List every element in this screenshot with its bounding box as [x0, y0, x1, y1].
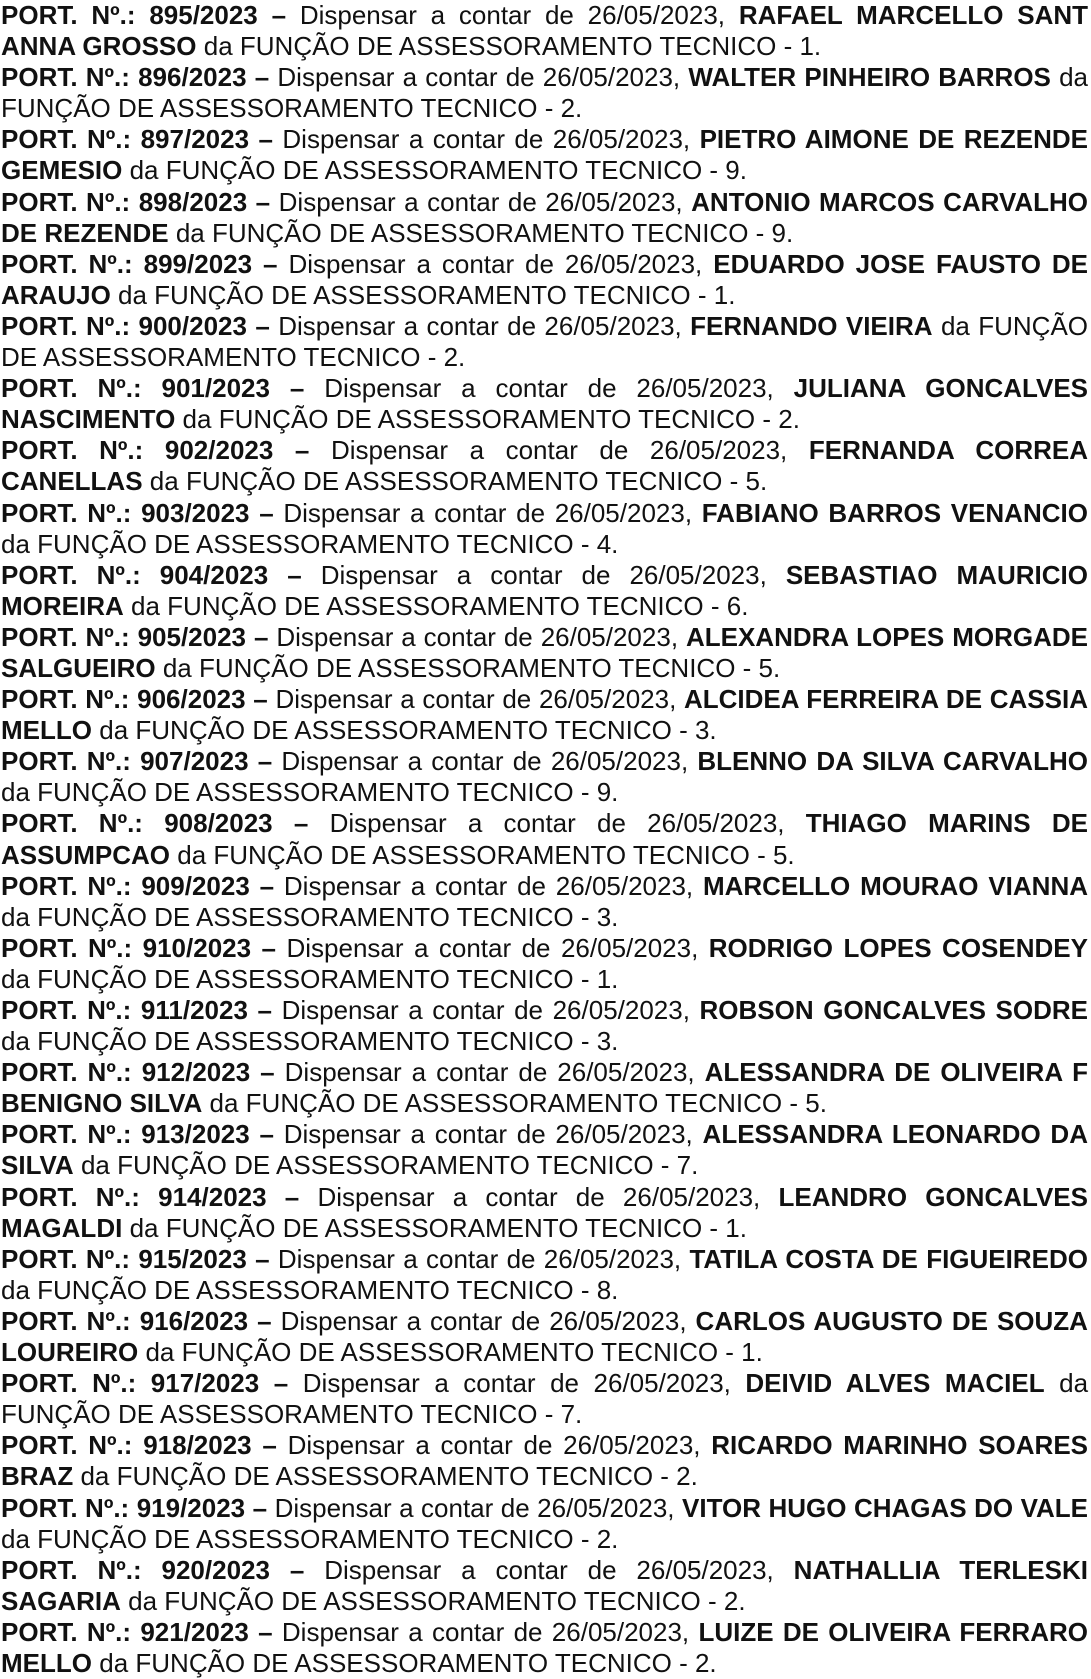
entry-number: 902/2023	[164, 435, 274, 466]
portaria-entry	[1, 1306, 1088, 1368]
portaria-entry	[1, 0, 1088, 62]
entry-name: DEIVID ALVES MACIEL	[745, 1368, 1045, 1399]
entry-number: 921/2023	[140, 1616, 249, 1647]
entry-number: 901/2023	[161, 373, 270, 404]
entry-name: ALESSANDRA DE OLIVEIRA F BENIGNO SILVA	[1, 1057, 1089, 1119]
entry-name: MARCELLO MOURAO VIANNA	[702, 870, 1088, 901]
entry-number: 919/2023	[136, 1492, 246, 1523]
entry-dash: –	[293, 808, 309, 839]
entry-number: 912/2023	[141, 1057, 251, 1088]
entry-number: 909/2023	[141, 870, 250, 901]
entry-name: RAFAEL MARCELLO SANT ANNA GROSSO	[1, 0, 1089, 62]
entry-label: PORT. Nº.:	[1, 1305, 131, 1336]
portaria-entry	[1, 1617, 1088, 1679]
entry-label: PORT. Nº.:	[1, 62, 130, 93]
portaria-entry	[1, 124, 1088, 186]
entry-label: PORT. Nº.:	[1, 497, 132, 528]
entry-action: Dispensar a contar de 26/05/2023,	[281, 995, 690, 1025]
entry-number: 895/2023	[149, 0, 258, 30]
entry-number: 904/2023	[159, 559, 269, 590]
portaria-entry	[1, 249, 1088, 311]
portaria-entry	[1, 622, 1088, 684]
portaria-entry	[1, 933, 1088, 995]
entry-action: Dispensar a contar de 26/05/2023,	[324, 1554, 774, 1585]
entry-function: da FUNÇÃO DE ASSESSORAMENTO TECNICO - 7.	[80, 1150, 699, 1181]
entry-number: 917/2023	[150, 1368, 260, 1399]
entry-dash: –	[258, 124, 273, 155]
entry-number: 914/2023	[158, 1181, 267, 1212]
entry-name: FERNANDO VIEIRA	[690, 310, 933, 341]
entry-number: 916/2023	[139, 1305, 249, 1336]
entry-function: da FUNÇÃO DE ASSESSORAMENTO TECNICO - 2.	[80, 1461, 698, 1492]
entry-name: FABIANO BARROS VENANCIO	[701, 497, 1088, 528]
entry-dash: –	[289, 1554, 305, 1585]
entry-dash: –	[259, 1119, 274, 1150]
entry-dash: –	[254, 62, 270, 93]
entry-number: 906/2023	[137, 684, 246, 715]
entry-label: PORT. Nº.:	[1, 435, 144, 466]
entry-function: da FUNÇÃO DE ASSESSORAMENTO TECNICO - 6.	[131, 590, 749, 621]
entry-dash: –	[273, 1368, 289, 1399]
portaria-entry	[1, 871, 1088, 933]
entry-function: da FUNÇÃO DE ASSESSORAMENTO TECNICO - 2.	[128, 1585, 746, 1616]
entry-dash: –	[253, 684, 268, 715]
entry-name: LUIZE DE OLIVEIRA FERRARO MELLO	[1, 1616, 1088, 1678]
entry-label: PORT. Nº.:	[1, 1554, 142, 1585]
entry-label: PORT. Nº.:	[1, 808, 143, 839]
entry-name: JULIANA GONCALVES NASCIMENTO	[1, 373, 1088, 435]
entry-dash: –	[257, 995, 272, 1025]
entry-function: da FUNÇÃO DE ASSESSORAMENTO TECNICO - 3.	[1, 901, 619, 932]
entry-label: PORT. Nº.:	[1, 248, 133, 279]
entry-number: 915/2023	[138, 1243, 247, 1274]
entry-name: FERNANDA CORREA CANELLAS	[1, 435, 1088, 497]
entry-function: da FUNÇÃO DE ASSESSORAMENTO TECNICO - 1.	[145, 1337, 763, 1368]
entry-label: PORT. Nº.:	[1, 1368, 137, 1399]
entry-number: 918/2023	[143, 1430, 252, 1461]
entry-number: 910/2023	[142, 932, 252, 963]
entry-action: Dispensar a contar de 26/05/2023,	[283, 1119, 693, 1150]
entry-function: da FUNÇÃO DE ASSESSORAMENTO TECNICO - 5.	[177, 839, 795, 870]
entry-function: da FUNÇÃO DE ASSESSORAMENTO TECNICO - 5.	[209, 1088, 827, 1119]
entry-function: da FUNÇÃO DE ASSESSORAMENTO TECNICO - 9.	[129, 155, 747, 186]
entry-number: 896/2023	[138, 62, 247, 93]
portaria-entry	[1, 1057, 1088, 1119]
entry-name: ANTONIO MARCOS CARVALHO DE REZENDE	[1, 186, 1089, 248]
entry-dash: –	[289, 373, 305, 404]
portaria-entry	[1, 1119, 1088, 1181]
entry-action: Dispensar a contar de 26/05/2023,	[284, 1057, 695, 1088]
entry-label: PORT. Nº.:	[1, 1057, 132, 1088]
entry-number: 900/2023	[138, 310, 247, 341]
entry-name: VITOR HUGO CHAGAS DO VALE	[682, 1492, 1088, 1523]
entry-label: PORT. Nº.:	[1, 932, 133, 963]
entry-dash: –	[255, 186, 271, 217]
entry-dash: –	[263, 248, 278, 279]
entry-name: ALESSANDRA LEONARDO DA SILVA	[1, 1119, 1088, 1181]
entry-label: PORT. Nº.:	[1, 1430, 133, 1461]
entry-function: da FUNÇÃO DE ASSESSORAMENTO TECNICO - 5.	[162, 652, 781, 683]
entry-label: PORT. Nº.:	[1, 1243, 131, 1274]
entry-label: PORT. Nº.:	[1, 1119, 132, 1150]
entry-function: da FUNÇÃO DE ASSESSORAMENTO TECNICO - 1.	[203, 31, 822, 62]
entry-name: NATHALLIA TERLESKI SAGARIA	[1, 1554, 1088, 1616]
entry-name: PIETRO AIMONE DE REZENDE GEMESIO	[1, 124, 1089, 186]
entry-dash: –	[258, 1616, 273, 1647]
entry-function: da FUNÇÃO DE ASSESSORAMENTO TECNICO - 7.	[1, 1368, 1089, 1430]
entry-action: Dispensar a contar de 26/05/2023,	[283, 497, 693, 528]
entry-action: Dispensar a contar de 26/05/2023,	[283, 870, 694, 901]
entry-function: da FUNÇÃO DE ASSESSORAMENTO TECNICO - 3.	[1, 1026, 619, 1057]
portaria-entry	[1, 1182, 1088, 1244]
entry-label: PORT. Nº.:	[1, 186, 131, 217]
entry-action: Dispensar a contar de 26/05/2023,	[281, 746, 689, 777]
entry-label: PORT. Nº.:	[1, 1616, 132, 1647]
entry-dash: –	[287, 559, 302, 590]
entry-dash: –	[284, 1181, 300, 1212]
entry-dash: –	[252, 1492, 268, 1523]
portaria-entry	[1, 808, 1088, 870]
portaria-entry	[1, 311, 1088, 373]
entry-number: 920/2023	[161, 1554, 270, 1585]
entry-name: ALCIDEA FERREIRA DE CASSIA MELLO	[1, 684, 1088, 746]
portaria-entry	[1, 62, 1088, 124]
entry-number: 907/2023	[140, 746, 249, 777]
portaria-entry	[1, 1493, 1088, 1555]
entry-label: PORT. Nº.:	[1, 0, 136, 30]
entry-dash: –	[255, 1243, 270, 1274]
entry-function: da FUNÇÃO DE ASSESSORAMENTO TECNICO - 5.	[149, 466, 768, 497]
portaria-entry	[1, 1244, 1088, 1306]
entry-name: ROBSON GONCALVES SODRE	[699, 995, 1089, 1025]
entry-function: da FUNÇÃO DE ASSESSORAMENTO TECNICO - 1.	[129, 1212, 747, 1243]
entry-label: PORT. Nº.:	[1, 995, 132, 1025]
entry-name: EDUARDO JOSE FAUSTO DE ARAUJO	[1, 248, 1088, 310]
portaria-entry	[1, 995, 1088, 1057]
entry-action: Dispensar a contar de 26/05/2023,	[302, 1368, 731, 1399]
entry-function: da FUNÇÃO DE ASSESSORAMENTO TECNICO - 2.	[1, 62, 1088, 124]
entry-name: RICARDO MARINHO SOARES BRAZ	[1, 1430, 1089, 1492]
entry-action: Dispensar a contar de 26/05/2023,	[288, 248, 703, 279]
entry-label: PORT. Nº.:	[1, 559, 141, 590]
entry-name: CARLOS AUGUSTO DE SOUZA LOUREIRO	[1, 1305, 1088, 1368]
entry-function: da FUNÇÃO DE ASSESSORAMENTO TECNICO - 2.	[1, 1523, 619, 1554]
portaria-entry	[1, 373, 1088, 435]
entry-label: PORT. Nº.:	[1, 1492, 130, 1523]
entry-action: Dispensar a contar de 26/05/2023,	[317, 1181, 761, 1212]
entry-action: Dispensar a contar de 26/05/2023,	[324, 373, 774, 404]
entry-action: Dispensar a contar de 26/05/2023,	[277, 62, 681, 93]
entry-function: da FUNÇÃO DE ASSESSORAMENTO TECNICO - 1.	[1, 963, 619, 994]
entry-name: THIAGO MARINS DE ASSUMPCAO	[1, 808, 1088, 870]
entry-action: Dispensar a contar de 26/05/2023,	[320, 559, 767, 590]
entry-action: Dispensar a contar de 26/05/2023,	[330, 435, 788, 466]
entry-function: da FUNÇÃO DE ASSESSORAMENTO TECNICO - 1.	[118, 279, 736, 310]
entry-action: Dispensar a contar de 26/05/2023,	[278, 186, 683, 217]
entry-dash: –	[257, 1305, 272, 1336]
entry-name: WALTER PINHEIRO BARROS	[688, 62, 1051, 93]
entry-action: Dispensar a contar de 26/05/2023,	[277, 1243, 682, 1274]
entry-dash: –	[259, 497, 274, 528]
portaria-entry	[1, 684, 1088, 746]
entry-dash: –	[260, 1057, 275, 1088]
entry-name: LEANDRO GONCALVES MAGALDI	[1, 1181, 1088, 1243]
entry-name: TATILA COSTA DE FIGUEIREDO	[689, 1243, 1088, 1274]
entry-action: Dispensar a contar de 26/05/2023,	[280, 1305, 687, 1336]
portaria-list	[1, 0, 1088, 1679]
entry-dash: –	[253, 621, 269, 652]
entry-action: Dispensar a contar de 26/05/2023,	[286, 932, 699, 963]
entry-action: Dispensar a contar de 26/05/2023,	[281, 1616, 690, 1647]
entry-action: Dispensar a contar de 26/05/2023,	[282, 124, 691, 155]
entry-number: 908/2023	[164, 808, 273, 839]
entry-number: 913/2023	[141, 1119, 250, 1150]
entry-label: PORT. Nº.:	[1, 746, 131, 777]
entry-function: da FUNÇÃO DE ASSESSORAMENTO TECNICO - 2.	[182, 404, 800, 435]
portaria-entry	[1, 560, 1088, 622]
entry-action: Dispensar a contar de 26/05/2023,	[299, 0, 726, 30]
entry-function: da FUNÇÃO DE ASSESSORAMENTO TECNICO - 8.	[1, 1274, 619, 1305]
entry-dash: –	[262, 1430, 277, 1461]
entry-label: PORT. Nº.:	[1, 373, 142, 404]
entry-label: PORT. Nº.:	[1, 1181, 140, 1212]
portaria-entry	[1, 746, 1088, 808]
entry-dash: –	[294, 435, 310, 466]
portaria-entry	[1, 1430, 1088, 1492]
entry-dash: –	[271, 0, 287, 30]
entry-function: da FUNÇÃO DE ASSESSORAMENTO TECNICO - 9.	[175, 217, 794, 248]
entry-number: 898/2023	[138, 186, 248, 217]
entry-function: da FUNÇÃO DE ASSESSORAMENTO TECNICO - 2.	[99, 1647, 717, 1678]
entry-name: RODRIGO LOPES COSENDEY	[708, 932, 1088, 963]
entry-dash: –	[261, 932, 277, 963]
entry-dash: –	[255, 310, 270, 341]
portaria-entry	[1, 187, 1088, 249]
entry-action: Dispensar a contar de 26/05/2023,	[329, 808, 785, 839]
portaria-entry	[1, 1368, 1088, 1430]
entry-function: da FUNÇÃO DE ASSESSORAMENTO TECNICO - 4.	[1, 528, 619, 559]
entry-label: PORT. Nº.:	[1, 870, 132, 901]
entry-name: BLENNO DA SILVA CARVALHO	[697, 746, 1088, 777]
entry-action: Dispensar a contar de 26/05/2023,	[276, 621, 679, 652]
entry-action: Dispensar a contar de 26/05/2023,	[287, 1430, 701, 1461]
entry-number: 897/2023	[140, 124, 250, 155]
entry-number: 905/2023	[137, 621, 247, 652]
entry-action: Dispensar a contar de 26/05/2023,	[275, 684, 677, 715]
entry-action: Dispensar a contar de 26/05/2023,	[274, 1492, 675, 1523]
portaria-entry	[1, 1555, 1088, 1617]
entry-number: 911/2023	[140, 995, 248, 1025]
entry-label: PORT. Nº.:	[1, 684, 130, 715]
entry-number: 899/2023	[143, 248, 253, 279]
entry-action: Dispensar a contar de 26/05/2023,	[278, 310, 682, 341]
entry-name: SEBASTIAO MAURICIO MOREIRA	[1, 559, 1088, 621]
entry-function: da FUNÇÃO DE ASSESSORAMENTO TECNICO - 9.	[1, 777, 619, 808]
entry-number: 903/2023	[141, 497, 250, 528]
portaria-entry	[1, 435, 1088, 497]
entry-dash: –	[257, 746, 273, 777]
entry-function: da FUNÇÃO DE ASSESSORAMENTO TECNICO - 2.	[1, 310, 1089, 373]
portaria-entry	[1, 498, 1088, 560]
entry-name: ALEXANDRA LOPES MORGADE SALGUEIRO	[1, 621, 1088, 683]
entry-dash: –	[259, 870, 275, 901]
entry-label: PORT. Nº.:	[1, 310, 131, 341]
entry-function: da FUNÇÃO DE ASSESSORAMENTO TECNICO - 3.	[99, 715, 717, 746]
entry-label: PORT. Nº.:	[1, 124, 132, 155]
entry-label: PORT. Nº.:	[1, 621, 130, 652]
